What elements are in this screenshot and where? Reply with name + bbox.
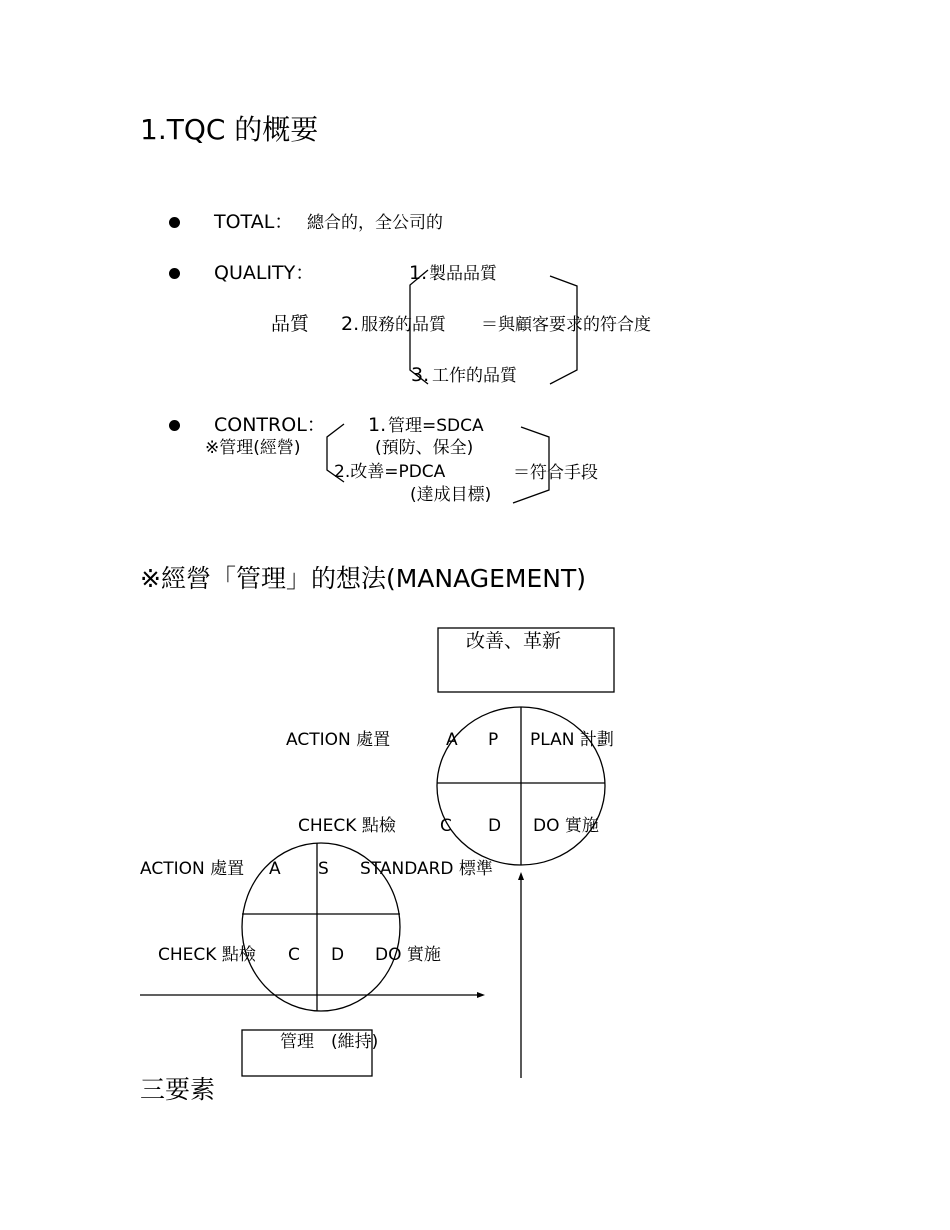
- sdca-c: C: [288, 945, 300, 965]
- pdca-check-label: CHECK 點檢: [298, 816, 396, 836]
- quality-item1: 製品品質: [429, 264, 497, 284]
- bullet-icon: [169, 420, 180, 431]
- pdca-d: D: [488, 816, 502, 836]
- bullet-icon: [169, 268, 180, 279]
- section1-title: 1.TQC 的概要: [140, 113, 319, 146]
- quality-item3-number: 3.: [411, 364, 430, 386]
- control-definition: ＝符合手段: [513, 463, 598, 483]
- sdca-s: S: [318, 859, 329, 879]
- total-text: 總合的，全公司的: [307, 213, 443, 233]
- control-item2: 2.改善=PDCA: [334, 462, 446, 482]
- control-item2-sub: (達成目標): [410, 485, 492, 505]
- pdca-c: C: [440, 816, 452, 836]
- maintain-box-label: 管理 (維持): [280, 1032, 379, 1052]
- sdca-standard-label: STANDARD 標準: [360, 859, 493, 879]
- sdca-action-label: ACTION 處置: [140, 859, 245, 879]
- sdca-check-label: CHECK 點檢: [158, 945, 256, 965]
- quality-item2: 服務的品質: [361, 315, 446, 335]
- quality-term: 品質: [271, 313, 310, 335]
- three-elements-label: 三要素: [140, 1075, 216, 1104]
- quality-label: QUALITY：: [214, 262, 315, 284]
- control-item1: 管理=SDCA: [388, 416, 484, 436]
- sdca-d: D: [331, 945, 345, 965]
- control-item1-number: 1.: [368, 414, 387, 436]
- control-note: ※管理(經營): [205, 438, 301, 458]
- pdca-do-label: DO 實施: [533, 816, 599, 836]
- quality-definition: ＝與顧客要求的符合度: [481, 315, 651, 335]
- control-item1-sub: (預防、保全): [375, 438, 474, 458]
- sdca-a: A: [269, 859, 281, 879]
- y-axis-arrowhead: [518, 872, 524, 880]
- section2-title: ※經營「管理」的想法(MANAGEMENT): [140, 564, 586, 593]
- improve-box-label: 改善、革新: [466, 630, 562, 652]
- pdca-plan-label: PLAN 計劃: [530, 730, 614, 750]
- sdca-do-label: DO 實施: [375, 945, 441, 965]
- pdca-a: A: [446, 730, 458, 750]
- pdca-p: P: [488, 730, 499, 750]
- x-axis-arrowhead: [477, 992, 485, 998]
- control-label: CONTROL：: [214, 414, 326, 436]
- quality-item3: 工作的品質: [432, 366, 517, 386]
- quality-item2-number: 2.: [341, 313, 360, 335]
- pdca-action-label: ACTION 處置: [286, 730, 391, 750]
- total-label: TOTAL：: [214, 211, 294, 233]
- bullet-icon: [169, 217, 180, 228]
- quality-item1-number: 1.: [409, 262, 428, 284]
